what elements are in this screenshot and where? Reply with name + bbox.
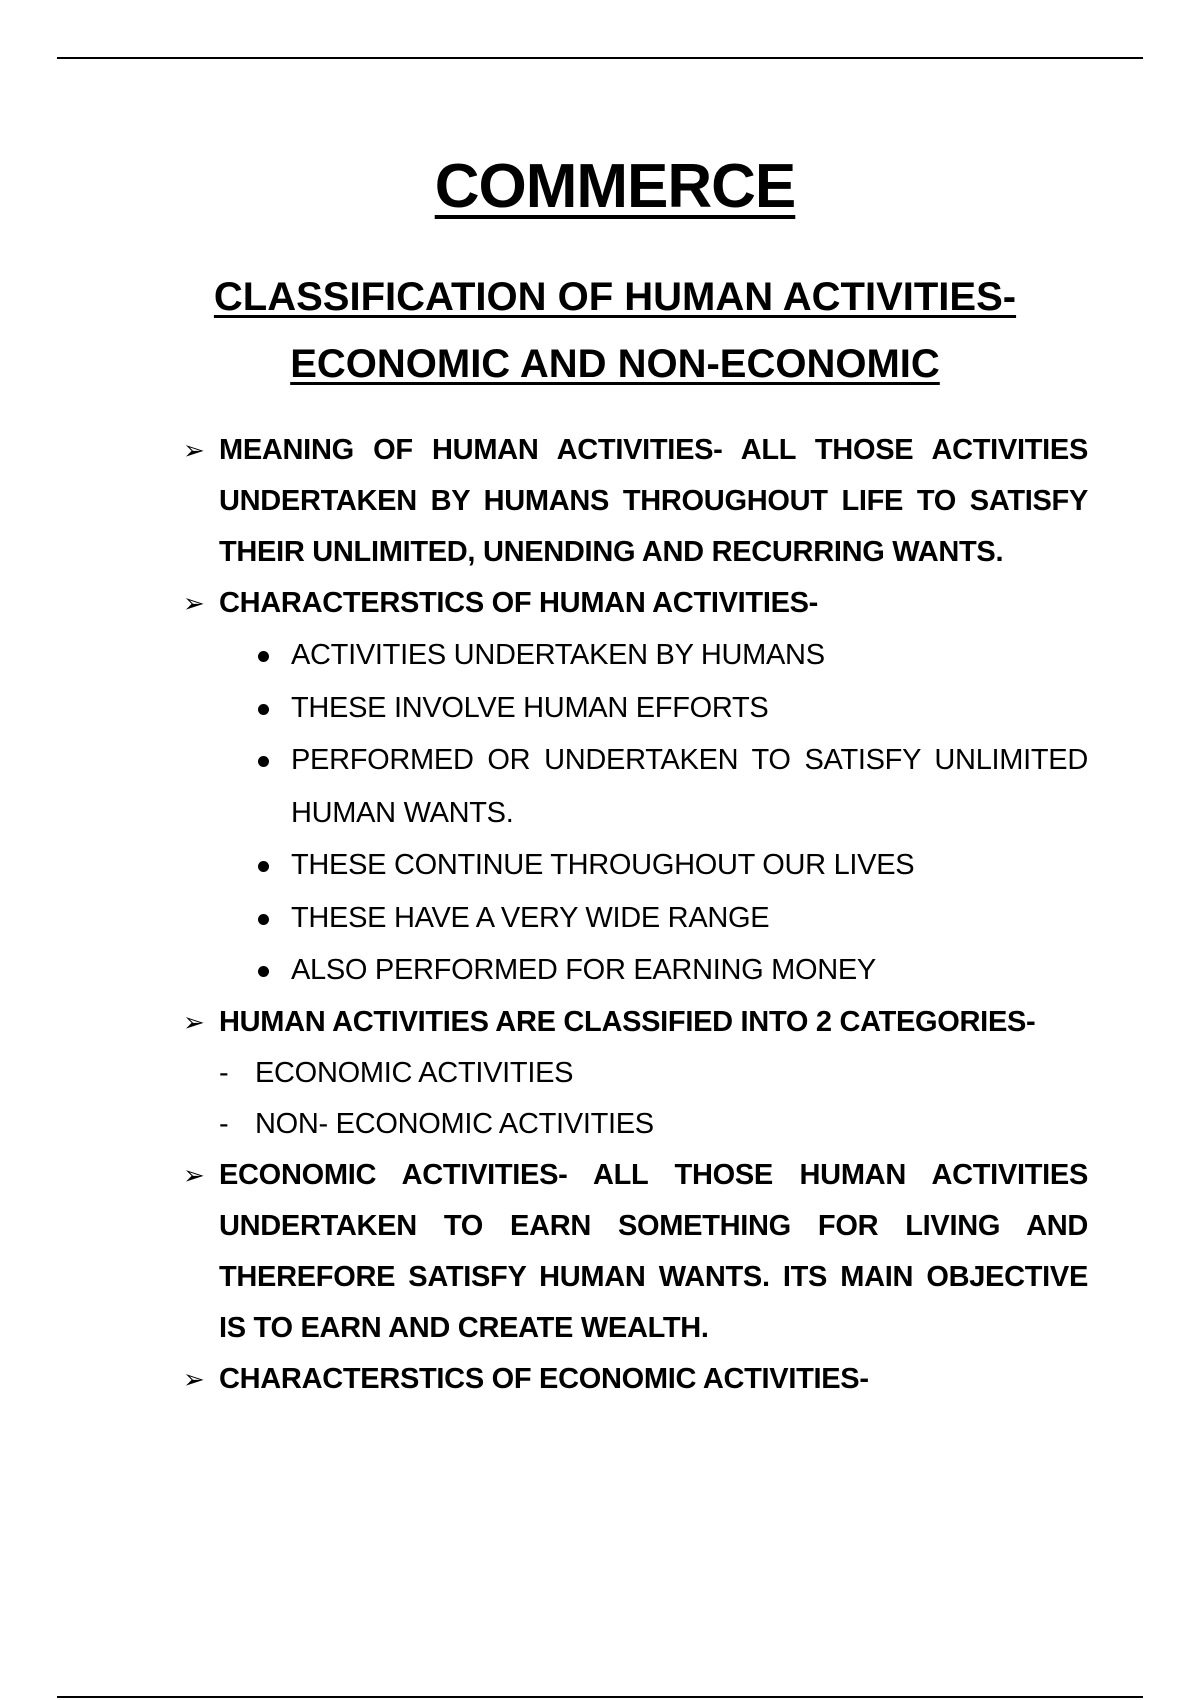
meaning-text: MEANING OF HUMAN ACTIVITIES- ALL THOSE ACTIVITIES UNDERTAKEN BY HUMANS THROUGHOUT LIFE TO SATISFY THEIR UNLIMITED, UNENDING AND RECURRING WANTS.: [219, 434, 1088, 568]
subtitle-line-2-text: ECONOMIC AND NON-ECONOMIC: [290, 342, 940, 386]
economic-paragraph: [183, 1150, 1088, 1354]
list-item-text: NON- ECONOMIC ACTIVITIES: [255, 1107, 654, 1140]
characteristics-heading: [183, 578, 1088, 629]
list-item: [183, 1099, 1088, 1150]
bullet-dot-icon: [258, 966, 269, 977]
economic-characteristics-heading: [183, 1354, 1088, 1405]
bullet-dot-icon: [258, 756, 269, 767]
characteristics-list: [183, 629, 1088, 997]
arrow-bullet-icon: ➢: [183, 1006, 205, 1037]
economic-text: ECONOMIC ACTIVITIES- ALL THOSE HUMAN ACTIVITIES UNDERTAKEN TO EARN SOMETHING FOR LIVING AND THEREFORE SATISFY HUMAN WANTS. ITS MAIN OBJECTIVE IS TO EARN AND CREATE WEALTH.: [219, 1158, 1088, 1344]
list-item: [183, 839, 1088, 892]
arrow-bullet-icon: ➢: [183, 1363, 205, 1394]
characteristics-heading-text: CHARACTERSTICS OF HUMAN ACTIVITIES-: [219, 587, 819, 619]
list-item: [183, 734, 1088, 839]
list-item: [183, 682, 1088, 735]
list-item-text: PERFORMED OR UNDERTAKEN TO SATISFY UNLIMITED HUMAN WANTS.: [291, 744, 1088, 829]
bullet-dot-icon: [258, 704, 269, 715]
classified-heading-text: HUMAN ACTIVITIES ARE CLASSIFIED INTO 2 CATEGORIES-: [219, 1005, 1036, 1038]
bottom-rule: [57, 1696, 1143, 1698]
economic-characteristics-heading-text: CHARACTERSTICS OF ECONOMIC ACTIVITIES-: [219, 1362, 869, 1395]
page-title-text: COMMERCE: [434, 152, 796, 221]
categories-list: [183, 1048, 1088, 1150]
list-item-text: THESE HAVE A VERY WIDE RANGE: [291, 901, 770, 934]
list-item: [183, 1048, 1088, 1099]
arrow-bullet-icon: ➢: [183, 435, 205, 465]
list-item: [183, 892, 1088, 945]
list-item-text: ACTIVITIES UNDERTAKEN BY HUMANS: [291, 639, 825, 671]
page-title: [0, 150, 1200, 224]
classified-heading: [183, 997, 1088, 1048]
bullet-dot-icon: [258, 861, 269, 872]
meaning-paragraph: [183, 425, 1088, 578]
list-item-text: ECONOMIC ACTIVITIES: [255, 1056, 574, 1089]
list-item: [183, 629, 1088, 682]
bullet-dot-icon: [258, 651, 269, 662]
bullet-dot-icon: [258, 914, 269, 925]
subtitle-line-2: [0, 340, 1200, 388]
list-item: [183, 944, 1088, 997]
arrow-bullet-icon: ➢: [183, 588, 205, 618]
subtitle-line-1: [0, 273, 1200, 321]
subtitle-line-1-text: CLASSIFICATION OF HUMAN ACTIVITIES-: [213, 275, 1017, 319]
list-item-text: THESE CONTINUE THROUGHOUT OUR LIVES: [291, 849, 915, 881]
dash-bullet-icon: -: [219, 1107, 229, 1140]
list-item-text: ALSO PERFORMED FOR EARNING MONEY: [291, 954, 876, 986]
dash-bullet-icon: -: [219, 1056, 229, 1089]
document-body: [183, 425, 1088, 1405]
list-item-text: THESE INVOLVE HUMAN EFFORTS: [291, 691, 769, 724]
top-rule: [57, 57, 1143, 59]
arrow-bullet-icon: ➢: [183, 1159, 205, 1190]
